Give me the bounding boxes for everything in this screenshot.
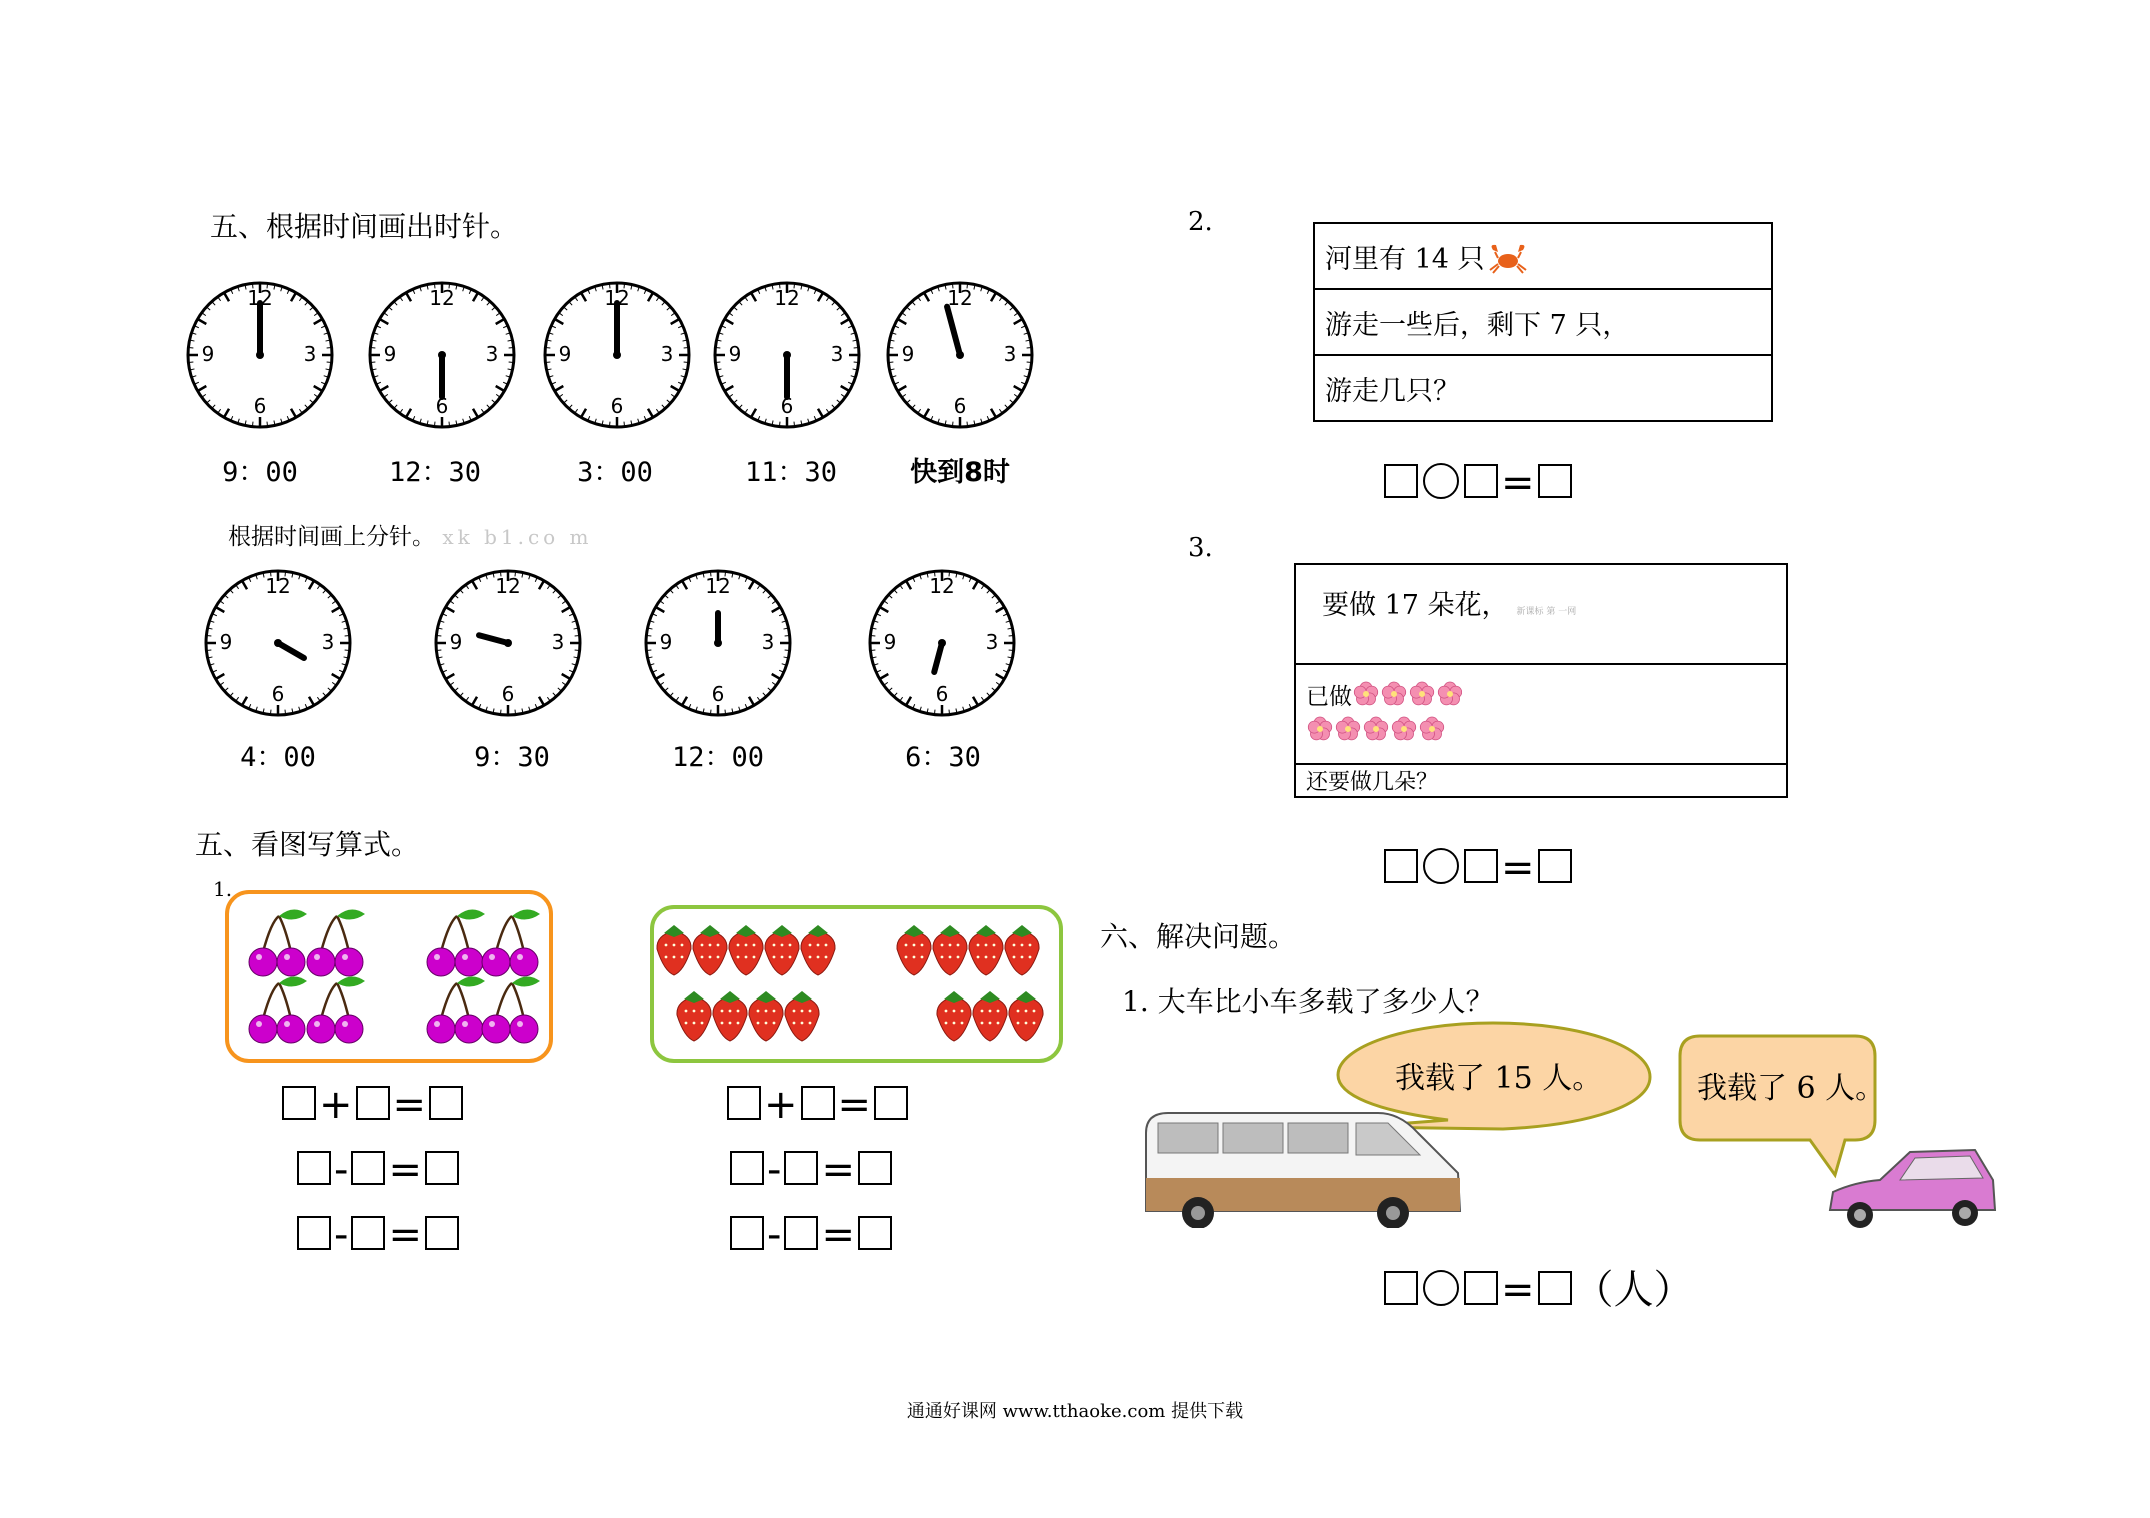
svg-text:3: 3: [551, 630, 565, 654]
flower-row-2: [1306, 714, 1446, 744]
answer-box[interactable]: [727, 1086, 761, 1120]
section5-clock-heading: 五、根据时间画出时针。: [210, 210, 519, 243]
svg-text:6: 6: [271, 682, 285, 706]
svg-text:9: 9: [558, 342, 572, 366]
answer-box[interactable]: [1464, 1271, 1498, 1305]
svg-text:6: 6: [501, 682, 515, 706]
svg-text:12: 12: [495, 574, 521, 598]
svg-text:3: 3: [830, 342, 844, 366]
problem2-row-1: [1314, 223, 1772, 289]
answer-box[interactable]: [429, 1086, 463, 1120]
svg-text:12: 12: [247, 286, 273, 310]
svg-text:12: 12: [774, 286, 800, 310]
minute-caption-3: 12：00: [671, 742, 765, 773]
equation-cherry-add: + =: [280, 1085, 465, 1125]
svg-text:3: 3: [761, 630, 775, 654]
unit-label: （人）: [1573, 1267, 1694, 1313]
svg-text:3: 3: [321, 630, 335, 654]
answer-box[interactable]: [1464, 849, 1498, 883]
clock-minute-3: [638, 563, 798, 723]
svg-text:9: 9: [201, 342, 215, 366]
svg-text:9: 9: [383, 342, 397, 366]
answer-box[interactable]: [1464, 464, 1498, 498]
svg-text:9: 9: [449, 630, 463, 654]
cherry-group: [229, 894, 549, 1059]
svg-text:3: 3: [660, 342, 674, 366]
svg-text:6: 6: [953, 394, 967, 418]
svg-text:3: 3: [485, 342, 499, 366]
item-number-1: 1.: [213, 877, 233, 901]
equation-cherry-sub-2: - =: [295, 1215, 461, 1255]
car-image: [1825, 1140, 2000, 1240]
answer-box[interactable]: [356, 1086, 390, 1120]
answer-box[interactable]: [351, 1216, 385, 1250]
svg-text:9: 9: [728, 342, 742, 366]
answer-box[interactable]: [1538, 849, 1572, 883]
svg-text:12: 12: [604, 286, 630, 310]
answer-box[interactable]: [730, 1151, 764, 1185]
svg-text:3: 3: [303, 342, 317, 366]
svg-text:12: 12: [947, 286, 973, 310]
car-bubble-text: 我载了 6 人。: [1697, 1071, 1886, 1106]
answer-box[interactable]: [858, 1216, 892, 1250]
clock-caption-1: 9：00: [222, 457, 298, 488]
answer-box[interactable]: [784, 1151, 818, 1185]
svg-text:12: 12: [705, 574, 731, 598]
flower-row-1: [1352, 679, 1462, 709]
answer-box[interactable]: [282, 1086, 316, 1120]
operator-circle[interactable]: [1423, 848, 1459, 884]
equation-strawberry-sub-1: - =: [728, 1150, 894, 1190]
equation-strawberry-sub-2: - =: [728, 1215, 894, 1255]
answer-box[interactable]: [874, 1086, 908, 1120]
strawberry-group: [654, 909, 1059, 1059]
clock-hour-5: [880, 275, 1040, 435]
problem3-row-2: [1295, 664, 1787, 764]
clock-caption-2: 12：30: [388, 457, 482, 488]
problem3-row-1: [1295, 564, 1787, 664]
clock-caption-5: 快到8时: [910, 457, 1010, 488]
clock-caption-3: 3：00: [577, 457, 653, 488]
problem2-row-3: 游走几只？: [1314, 355, 1772, 421]
answer-box[interactable]: [730, 1216, 764, 1250]
answer-box[interactable]: [425, 1216, 459, 1250]
clock-hour-4: [707, 275, 867, 435]
answer-box[interactable]: [297, 1216, 331, 1250]
clock-minute-4: [862, 563, 1022, 723]
operator-circle[interactable]: [1423, 463, 1459, 499]
clock-minute-1: [198, 563, 358, 723]
answer-box[interactable]: [297, 1151, 331, 1185]
problem3-text-2: 已做: [1306, 683, 1352, 710]
answer-box[interactable]: [784, 1216, 818, 1250]
minute-caption-1: 4：00: [240, 742, 316, 773]
minute-heading-text: 根据时间画上分针。: [228, 524, 435, 550]
answer-box[interactable]: [1538, 1271, 1572, 1305]
minute-caption-4: 6：30: [905, 742, 981, 773]
section6-heading: 六、解决问题。: [1100, 920, 1297, 953]
svg-text:9: 9: [659, 630, 673, 654]
svg-text:3: 3: [985, 630, 999, 654]
problem3-tiny-watermark: 新课标 第 一网: [1516, 607, 1577, 617]
bus-image: [1138, 1103, 1468, 1228]
operator-circle[interactable]: [1423, 1270, 1459, 1306]
svg-text:12: 12: [429, 286, 455, 310]
svg-text:6: 6: [780, 394, 794, 418]
svg-text:6: 6: [253, 394, 267, 418]
watermark-text: xk b1.co m: [442, 525, 593, 549]
equation-cherry-sub-1: - =: [295, 1150, 461, 1190]
clock-hour-1: [180, 275, 340, 435]
problem3-table: [1294, 563, 1788, 798]
answer-box[interactable]: [1384, 849, 1418, 883]
svg-text:6: 6: [935, 682, 949, 706]
problem3-equation: =: [1382, 848, 1574, 888]
problem2-row-2: 游走一些后，剩下 7 只，: [1314, 289, 1772, 355]
answer-box[interactable]: [1538, 464, 1572, 498]
clock-minute-2: [428, 563, 588, 723]
answer-box[interactable]: [858, 1151, 892, 1185]
minute-heading: [228, 518, 593, 551]
footer-text: 通通好课网 www.tthaoke.com 提供下载: [906, 1401, 1244, 1422]
problem3-number: 3.: [1188, 533, 1213, 563]
equation-strawberry-add: + =: [725, 1085, 910, 1125]
problem3-row-3: 还要做几朵？: [1295, 764, 1787, 797]
svg-text:12: 12: [265, 574, 291, 598]
section6-equation: = （人）: [1382, 1270, 1694, 1310]
crab-icon: [1487, 242, 1529, 274]
svg-text:6: 6: [610, 394, 624, 418]
problem3-text-1: 要做 17 朵花，: [1322, 590, 1509, 621]
problem2-number: 2.: [1188, 207, 1213, 237]
problem2-table: [1313, 222, 1773, 422]
svg-text:3: 3: [1003, 342, 1017, 366]
problem2-equation: =: [1382, 463, 1574, 503]
svg-text:6: 6: [435, 394, 449, 418]
answer-box[interactable]: [1384, 1271, 1418, 1305]
clock-caption-4: 11：30: [744, 457, 838, 488]
svg-text:6: 6: [711, 682, 725, 706]
svg-text:12: 12: [929, 574, 955, 598]
svg-text:9: 9: [219, 630, 233, 654]
minute-caption-2: 9：30: [474, 742, 550, 773]
answer-box[interactable]: [801, 1086, 835, 1120]
bus-bubble-text: 我载了 15 人。: [1395, 1061, 1603, 1096]
answer-box[interactable]: [425, 1151, 459, 1185]
answer-box[interactable]: [1384, 464, 1418, 498]
problem2-text-1: 河里有 14 只: [1325, 243, 1485, 275]
clock-hour-2: [362, 275, 522, 435]
svg-text:9: 9: [883, 630, 897, 654]
section5-picture-heading: 五、看图写算式。: [195, 828, 420, 861]
answer-box[interactable]: [351, 1151, 385, 1185]
clock-hour-3: [537, 275, 697, 435]
svg-text:9: 9: [901, 342, 915, 366]
section6-question: 1. 大车比小车多载了多少人？: [1122, 985, 1494, 1018]
